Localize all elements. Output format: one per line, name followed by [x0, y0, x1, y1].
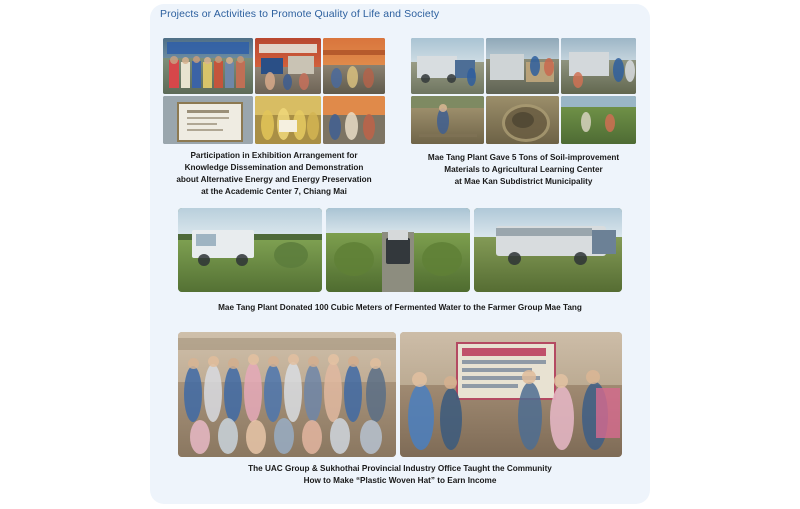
caption-line: How to Make “Plastic Woven Hat” to Earn Income [303, 476, 497, 485]
section-plastic-woven-hat-photos [178, 332, 622, 457]
photo-exhibition-booth [255, 38, 321, 94]
photo-tanker-on-road [326, 208, 470, 292]
photo-banner-presentation [400, 332, 622, 457]
caption-line: Materials to Agricultural Learning Center [444, 165, 603, 174]
photo-orange-canopy [323, 38, 385, 94]
photo-group-under-tent [163, 38, 253, 94]
photo-compost-pit [486, 96, 559, 144]
photo-field-worker [411, 96, 484, 144]
page-title: Projects or Activities to Promote Quality of Life and Society [160, 8, 440, 20]
photo-white-truck-field [178, 208, 322, 292]
caption-line: Mae Tang Plant Gave 5 Tons of Soil-improvement [427, 153, 620, 162]
caption-exhibition [163, 150, 385, 198]
photo-sacks-unloading [486, 38, 559, 94]
photo-handover-ceremony [561, 38, 636, 94]
photo-community-group-training [178, 332, 396, 457]
caption-line: Knowledge Dissemination and Demonstration [184, 163, 364, 172]
caption-plastic-woven-hat [178, 463, 622, 487]
caption-line: about Alternative Energy and Energy Preservation [176, 175, 372, 184]
caption-line: The UAC Group & Sukhothai Provincial Industry Office Taught the Community [248, 464, 552, 473]
section-fermented-water-photos [178, 208, 622, 292]
caption-line: Mae Tang Plant Donated 100 Cubic Meters of Fermented Water to the Farmer Group Mae Tang [218, 303, 582, 312]
caption-soil-improvement [411, 152, 636, 188]
section-soil-improvement-photos [411, 38, 636, 146]
photo-certificate-plaque [163, 96, 253, 144]
caption-line: Participation in Exhibition Arrangement for [190, 151, 358, 160]
caption-line: at Mae Kan Subdistrict Municipality [454, 177, 593, 186]
photo-booth-visitors [323, 96, 385, 144]
photo-water-tanker [474, 208, 622, 292]
caption-line: at the Academic Center 7, Chiang Mai [201, 187, 347, 196]
caption-fermented-water [178, 302, 622, 314]
photo-green-field [561, 96, 636, 144]
section-exhibition-photos [163, 38, 385, 146]
photo-truck-delivery [411, 38, 484, 94]
photo-award-presentation [255, 96, 321, 144]
